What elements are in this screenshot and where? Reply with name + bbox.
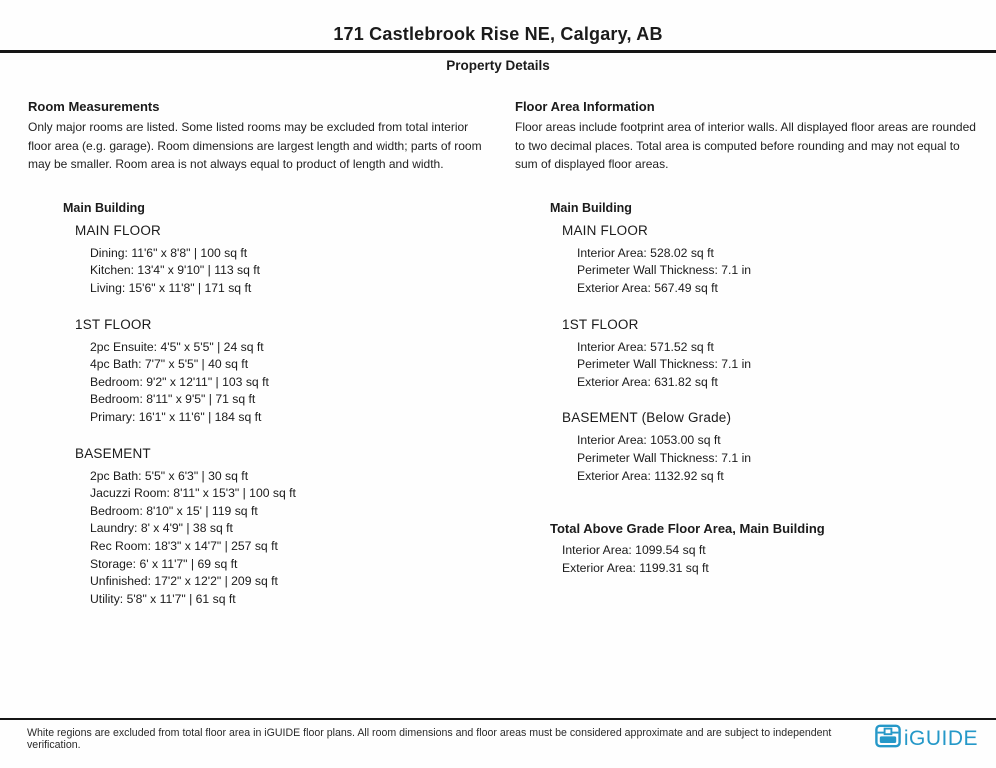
room-row: Living: 15'6" x 11'8" | 171 sq ft (90, 280, 252, 295)
floor-label: MAIN FLOOR (75, 222, 162, 238)
total-above-grade-label: Total Above Grade Floor Area, Main Building (550, 521, 825, 537)
stat-list (577, 245, 978, 298)
floor-area-heading: Floor Area Information (515, 99, 655, 114)
room-row: Rec Room: 18'3" x 14'7" | 257 sq ft (90, 538, 278, 553)
room-row: 4pc Bath: 7'7" x 5'5" | 40 sq ft (90, 357, 249, 372)
stat-list (577, 432, 978, 485)
header-divider (0, 50, 996, 53)
stat-row: Perimeter Wall Thickness: 7.1 in (577, 263, 752, 278)
floor-main-floor (75, 223, 491, 298)
room-row: Bedroom: 9'2" x 12'11" | 103 sq ft (90, 374, 269, 389)
stat-row: Exterior Area: 1132.92 sq ft (577, 468, 724, 483)
room-row: Laundry: 8' x 4'9" | 38 sq ft (90, 521, 233, 536)
building-label: Main Building (63, 200, 145, 215)
room-row: Bedroom: 8'11" x 9'5" | 71 sq ft (90, 392, 256, 407)
floor-label: 1ST FLOOR (75, 316, 152, 332)
floor-label: BASEMENT (Below Grade) (562, 410, 732, 426)
room-row: Primary: 16'1" x 11'6" | 184 sq ft (90, 409, 262, 424)
stat-row: Interior Area: 1099.54 sq ft (562, 543, 706, 558)
room-list (90, 339, 491, 427)
room-row: Dining: 11'6" x 8'8" | 100 sq ft (90, 245, 248, 260)
stat-row: Exterior Area: 567.49 sq ft (577, 280, 718, 295)
stat-row: Exterior Area: 631.82 sq ft (577, 374, 718, 389)
room-row: 2pc Bath: 5'5" x 6'3" | 30 sq ft (90, 468, 249, 483)
stat-row: Interior Area: 1053.00 sq ft (577, 433, 721, 448)
floor-basement (75, 446, 491, 609)
floor-area-description: Floor areas include footprint area of interior walls. All displayed floor areas are rounded to two decimal places. Total area is computed before rounding and may not equal to sum of displayed floor areas. (515, 120, 976, 172)
room-row: Kitchen: 13'4" x 9'10" | 113 sq ft (90, 263, 261, 278)
floor-1st-floor (75, 317, 491, 427)
stat-row: Interior Area: 571.52 sq ft (577, 339, 714, 354)
stat-row: Perimeter Wall Thickness: 7.1 in (577, 357, 752, 372)
floor-area-building (550, 201, 978, 485)
room-row: 2pc Ensuite: 4'5" x 5'5" | 24 sq ft (90, 339, 264, 354)
stat-row: Interior Area: 528.02 sq ft (577, 245, 714, 260)
report-header (0, 0, 996, 73)
stat-list (577, 339, 978, 392)
room-measurements-section (28, 99, 491, 627)
report-footer (0, 718, 996, 753)
room-row: Unfinished: 17'2" x 12'2" | 209 sq ft (90, 574, 278, 589)
iguide-logo-text: iGUIDE (903, 726, 978, 750)
iguide-logo (875, 724, 978, 753)
room-row: Storage: 6' x 11'7" | 69 sq ft (90, 556, 238, 571)
room-row: Bedroom: 8'10" x 15' | 119 sq ft (90, 503, 258, 518)
room-list (90, 245, 491, 298)
iguide-camera-icon (875, 724, 901, 753)
area-1st-floor (562, 317, 978, 392)
footer-disclaimer: White regions are excluded from total floor area in iGUIDE floor plans. All room dimensions and floor areas must be considered approximate and are subject to independent verification. (27, 726, 832, 751)
floor-area-section (515, 99, 978, 627)
total-above-grade-block (550, 521, 978, 577)
area-main-floor (562, 223, 978, 298)
room-row: Utility: 5'8" x 11'7" | 61 sq ft (90, 591, 236, 606)
floor-label: BASEMENT (75, 445, 151, 461)
stat-row: Perimeter Wall Thickness: 7.1 in (577, 450, 752, 465)
floor-label: MAIN FLOOR (562, 222, 649, 238)
stat-row: Exterior Area: 1199.31 sq ft (562, 560, 709, 575)
floor-label: 1ST FLOOR (562, 316, 639, 332)
room-measurements-heading: Room Measurements (28, 99, 160, 114)
content-columns (0, 99, 996, 627)
page-title: 171 Castlebrook Rise NE, Calgary, AB (333, 24, 663, 44)
room-measurements-building (63, 201, 491, 609)
building-label: Main Building (550, 200, 632, 215)
room-row: Jacuzzi Room: 8'11" x 15'3" | 100 sq ft (90, 486, 296, 501)
stat-list (562, 542, 978, 577)
area-basement (562, 410, 978, 485)
room-list (90, 468, 491, 609)
room-measurements-description: Only major rooms are listed. Some listed rooms may be excluded from total interior floor area (e.g. garage). Room dimensions are largest length and width; parts of room may be smaller. Room area is not always equal to product of length and width. (28, 120, 482, 172)
page-subtitle: Property Details (446, 58, 550, 73)
